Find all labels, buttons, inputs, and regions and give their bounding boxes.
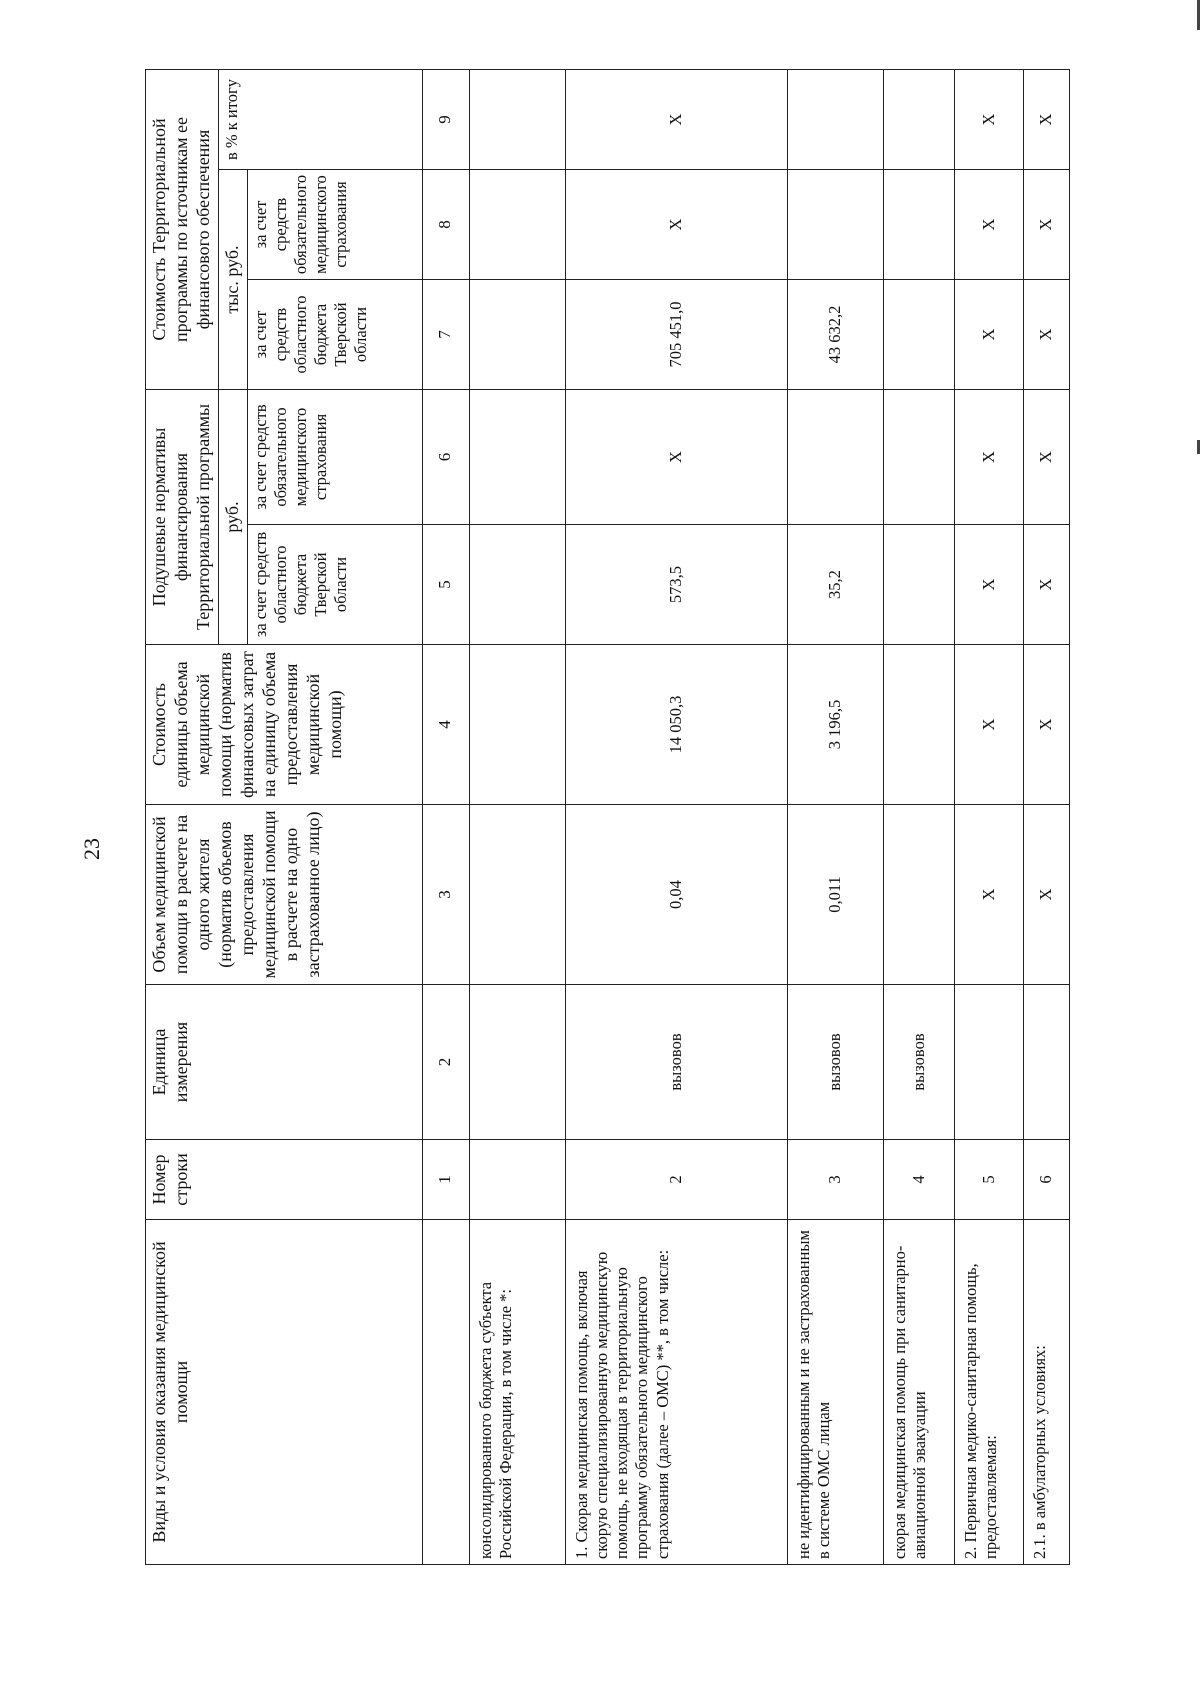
header-row-1 (146, 70, 219, 1565)
row-tp-budget: 43 632,2 (787, 280, 883, 390)
row-tp-budget: 705 451,0 (566, 280, 788, 390)
row-ed (469, 985, 565, 1140)
header-tp-oms: за счет средств обязательного медицинского страхования (247, 170, 422, 280)
row-stoim: 14 050,3 (566, 645, 788, 805)
row-vid: 1. Скорая медицинская помощь, включая скорую специализированную медицинскую помощь, не входящая в территориальную программу обязательного медицинского страхования (далее – ОМС) **, в том числе: (566, 1220, 788, 1565)
header-podush: Подушевые нормативы финансирования Территориальной программы (146, 390, 219, 645)
column-number: 2 (422, 985, 469, 1140)
row-tp-oms (787, 170, 883, 280)
row-tp-oms (883, 170, 954, 280)
row-obem: Х (954, 805, 1023, 985)
table-row (883, 70, 954, 1565)
row-stoim: Х (954, 645, 1023, 805)
row-podush-oms (787, 390, 883, 525)
row-tp-oms: Х (566, 170, 788, 280)
row-podush-oms: Х (954, 390, 1023, 525)
row-percent: Х (566, 70, 788, 170)
row-podush-budget: 35,2 (787, 525, 883, 645)
row-stoim (883, 645, 954, 805)
row-nomer: 3 (787, 1140, 883, 1220)
column-number: 3 (422, 805, 469, 985)
row-tp-budget: Х (1023, 280, 1069, 390)
row-ed: вызовов (883, 985, 954, 1140)
row-percent (787, 70, 883, 170)
column-number: 6 (422, 390, 469, 525)
row-vid: 2. Первичная медико-санитарная помощь, предоставляемая: (954, 1220, 1023, 1565)
column-number (422, 1220, 469, 1565)
column-number: 8 (422, 170, 469, 280)
row-obem: 0,04 (566, 805, 788, 985)
row-vid: не идентифицированным и не застрахованным в системе ОМС лицам (787, 1220, 883, 1565)
row-ed: вызовов (787, 985, 883, 1140)
row-podush-budget: 573,5 (566, 525, 788, 645)
row-percent: Х (954, 70, 1023, 170)
header-rub: руб. (218, 390, 247, 645)
row-tp-oms (469, 170, 565, 280)
row-tp-oms: Х (954, 170, 1023, 280)
row-podush-budget (883, 525, 954, 645)
row-podush-budget (469, 525, 565, 645)
row-obem: 0,011 (787, 805, 883, 985)
header-tp-budget: за счет средств областного бюджета Тверской области (247, 280, 422, 390)
row-nomer: 6 (1023, 1140, 1069, 1220)
row-nomer: 2 (566, 1140, 788, 1220)
rotated-table-container (145, 70, 1070, 1565)
row-podush-budget: Х (954, 525, 1023, 645)
row-vid: скорая медицинская помощь при санитарно-авиационной эвакуации (883, 1220, 954, 1565)
row-percent: Х (1023, 70, 1069, 170)
row-nomer (469, 1140, 565, 1220)
row-podush-oms: Х (566, 390, 788, 525)
row-nomer: 4 (883, 1140, 954, 1220)
financing-table (145, 69, 1070, 1565)
header-stoim: Стоимость единицы объема медицинской помощи (норматив финансовых затрат на единицу объема предоставления медицинской помощи) (146, 645, 423, 805)
row-podush-budget: Х (1023, 525, 1069, 645)
header-podush-oms: за счет средств обязательного медицинского страхования (247, 390, 422, 525)
column-number: 5 (422, 525, 469, 645)
row-stoim: Х (1023, 645, 1069, 805)
row-ed: вызовов (566, 985, 788, 1140)
row-obem: Х (1023, 805, 1069, 985)
table-row (566, 70, 788, 1565)
row-tp-budget (883, 280, 954, 390)
row-percent (883, 70, 954, 170)
header-vid: Виды и условия оказания медицинской помощи (146, 1220, 423, 1565)
row-podush-oms (469, 390, 565, 525)
header-nomer: Номер строки (146, 1140, 423, 1220)
column-number: 4 (422, 645, 469, 805)
header-podush-budget: за счет средств областного бюджета Тверской области (247, 525, 422, 645)
header-ed: Единица измерения (146, 985, 423, 1140)
header-obem: Объем медицинской помощи в расчете на одного жителя (норматив объемов предоставления медицинской помощи в расчете на одно застрахованное лицо) (146, 805, 423, 985)
header-tys-rub: тыс. руб. (218, 170, 247, 390)
row-obem (883, 805, 954, 985)
column-number-row (422, 70, 469, 1565)
row-vid: консолидированного бюджета субъекта Российской Федерации, в том числе *: (469, 1220, 565, 1565)
row-podush-oms: Х (1023, 390, 1069, 525)
row-nomer: 5 (954, 1140, 1023, 1220)
page-number: 23 (79, 838, 104, 860)
row-ed (1023, 985, 1069, 1140)
row-obem (469, 805, 565, 985)
row-ed (954, 985, 1023, 1140)
row-tp-budget (469, 280, 565, 390)
row-tp-budget: Х (954, 280, 1023, 390)
table-row (954, 70, 1023, 1565)
row-stoim: 3 196,5 (787, 645, 883, 805)
table-row (787, 70, 883, 1565)
column-number: 1 (422, 1140, 469, 1220)
row-vid: 2.1. в амбулаторных условиях: (1023, 1220, 1069, 1565)
row-podush-oms (883, 390, 954, 525)
table-row (469, 70, 565, 1565)
row-tp-oms: Х (1023, 170, 1069, 280)
row-percent (469, 70, 565, 170)
header-stoimost-tp: Стоимость Территориальной программы по источникам ее финансового обеспечения (146, 70, 219, 390)
column-number: 7 (422, 280, 469, 390)
table-row (1023, 70, 1069, 1565)
header-percent: в % к итогу (218, 70, 422, 170)
row-stoim (469, 645, 565, 805)
column-number: 9 (422, 70, 469, 170)
